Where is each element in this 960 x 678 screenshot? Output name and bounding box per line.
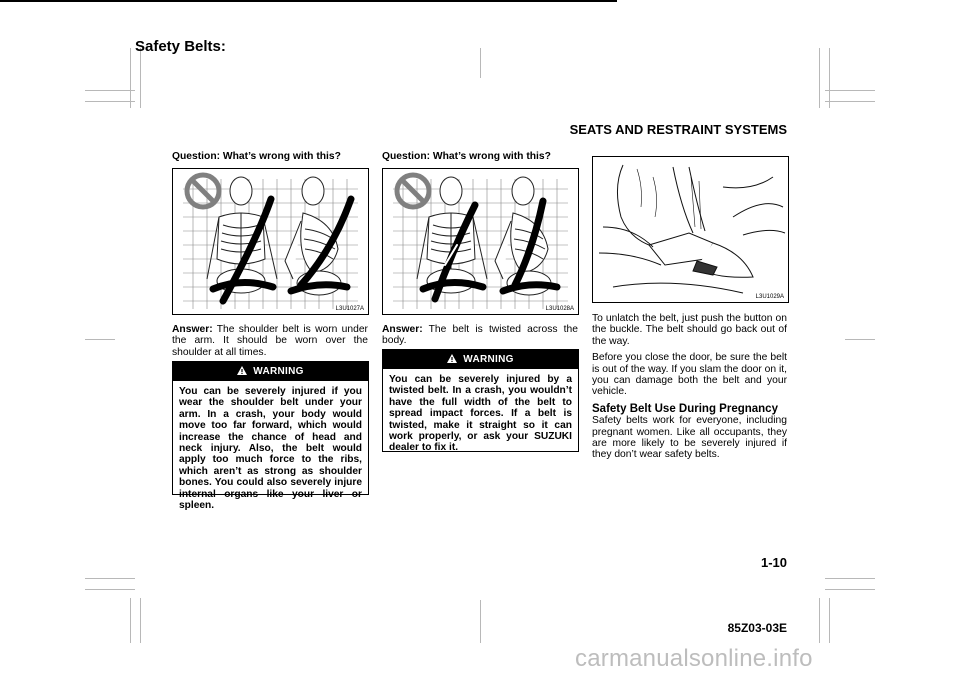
skeleton-illustration [383,169,578,314]
column-3 [592,313,787,461]
answer-block [172,324,368,358]
crop-mark [85,90,135,91]
crop-mark [130,48,131,108]
column-2 [382,151,578,162]
crop-mark [140,598,141,643]
crop-mark [85,589,135,590]
warning-header [383,350,578,369]
crop-mark [140,48,141,108]
figure-label: L3U1028A [545,306,574,312]
column-1 [172,151,368,162]
figure-label: L3U1029A [755,294,784,300]
subheading-pregnancy: Safety Belt Use During Pregnancy [592,402,778,415]
answer-label: Answer: [382,324,423,335]
crop-mark [825,578,875,579]
crop-mark [829,598,830,643]
warning-text: You can be severely injured if you wear the shoulder belt under your arm. In a crash, your body would move too far forward, which would increase the chance of head and neck injury. Also, the belt would apply too much force to the ribs, which aren’t as strong as shoulder bones. You could also severely injure internal organs like your liver or spleen. [179,386,362,512]
crop-mark [85,339,115,340]
crop-mark [829,48,830,108]
prohibit-icon [397,175,429,207]
header-tab-title: Safety Belts: [135,38,226,55]
crop-mark [819,48,820,108]
answer-block [382,324,578,347]
crop-mark [480,48,481,78]
figure-unlatch-belt [592,156,789,303]
warning-triangle-icon [447,354,457,366]
figure-label: L3U1027A [335,306,364,312]
answer-label: Answer: [172,324,213,335]
document-code: 85Z03-03E [727,621,787,635]
warning-title: WARNING [253,366,304,377]
crop-mark [130,598,131,643]
question-heading: Question: What’s wrong with this? [172,151,341,162]
page-number: 1-10 [760,555,787,570]
question-heading: Question: What’s wrong with this? [382,151,551,162]
header-rule [0,0,617,2]
crop-mark [825,90,875,91]
buckle-illustration [593,157,788,302]
paragraph-door: Before you close the door, be sure the belt is out of the way. If you slam the door on it, you can damage both the belt and your vehicle. [592,352,787,398]
crop-mark [85,101,135,102]
crop-mark [825,101,875,102]
warning-title: WARNING [463,354,514,365]
warning-text: You can be severely injured by a twisted belt. In a crash, you wouldn’t have the full width of the belt to spread impact forces. If a belt is twisted, make it straight so it can work properly, or ask your SUZUKI dealer to fix it. [389,374,572,454]
warning-triangle-icon [237,366,247,378]
crop-mark [845,339,875,340]
crop-mark [825,589,875,590]
warning-header [173,362,368,381]
warning-box [382,349,579,452]
crop-mark [85,578,135,579]
section-title: SEATS AND RESTRAINT SYSTEMS [569,122,787,137]
figure-twisted-belt [382,168,579,315]
figure-belt-under-arm [172,168,369,315]
answer-text: The belt is twisted across the body. [382,324,578,347]
skeleton-illustration [173,169,368,314]
crop-mark [819,598,820,643]
watermark-text: carmanualsonline.info [575,645,813,672]
prohibit-icon [187,175,219,207]
paragraph-pregnancy: Safety belts work for everyone, including pregnant women. Like all occupants, they are more likely to be severely injured if they don’t wear safety belts. [592,415,787,461]
paragraph-unlatch: To unlatch the belt, just push the button on the buckle. The belt should go back out of the way. [592,313,787,347]
warning-box [172,361,369,512]
answer-text: The shoulder belt is worn under the arm. It should be worn over the shoulder at all times. [172,324,368,358]
crop-mark [480,600,481,643]
